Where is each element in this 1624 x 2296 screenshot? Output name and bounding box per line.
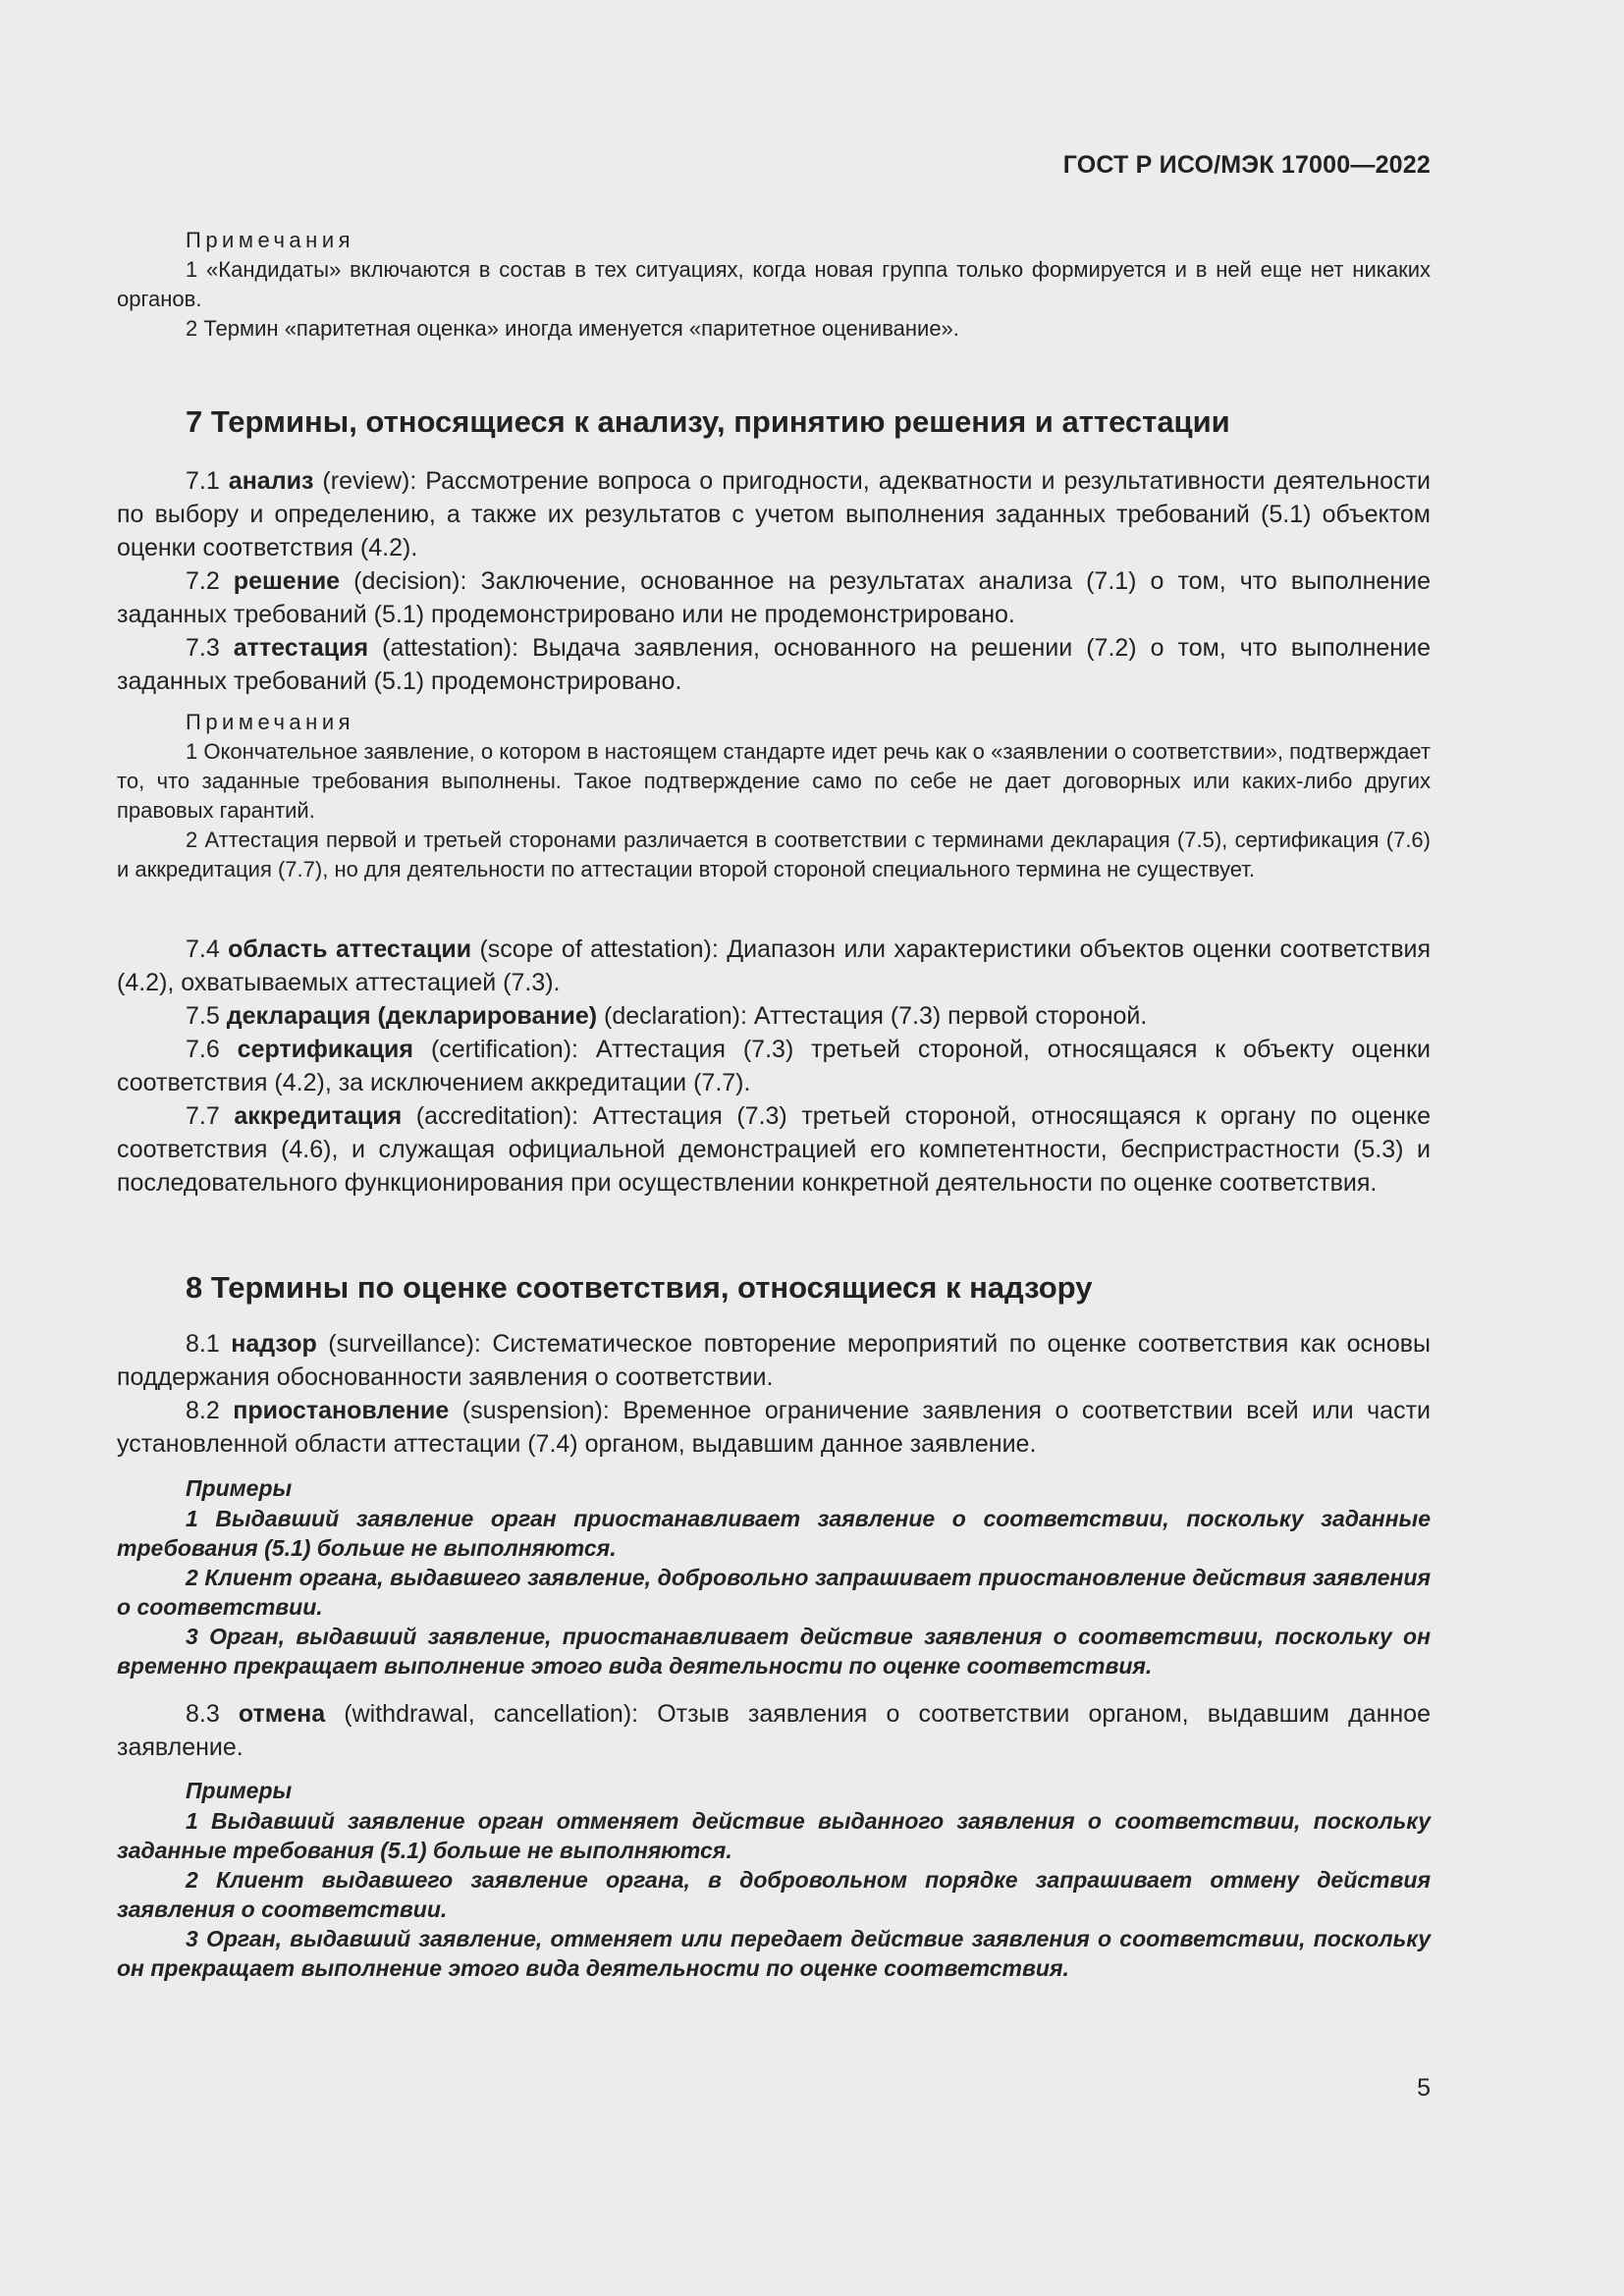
term-7-3: 7.3 аттестация (attestation): Выдача заявления, основанного на решении (7.2) о том, что выполнение заданных требований (5.1) продемонстрировано.: [117, 634, 1431, 695]
term-7-5: 7.5 декларация (декларирование) (declaration): Аттестация (7.3) первой стороной.: [186, 1002, 1148, 1030]
term-7-1: 7.1 анализ (review): Рассмотрение вопроса о пригодности, адекватности и результативности деятельности по выбору и определению, а также их результатов с учетом выполнения заданных требований (5.1) объектом оценки соответствия (4.2).: [117, 467, 1431, 561]
note-item: 2 Термин «паритетная оценка» иногда именуется «паритетное оценивание».: [186, 316, 959, 341]
notes-block: [117, 226, 1431, 344]
term-name: решение: [233, 567, 341, 595]
examples-label: Примеры: [186, 1778, 293, 1803]
term-name: анализ: [228, 467, 314, 495]
example-item: 3 Орган, выдавший заявление, отменяет или передает действие заявления о соответствии, поскольку он прекращает выполнение этого вида деятельности по оценке соответствия.: [117, 1926, 1431, 1981]
terms-7-1-to-7-3: [117, 464, 1431, 698]
term-8-3-block: [117, 1697, 1431, 1764]
example-item: 2 Клиент выдавшего заявление органа, в добровольном порядке запрашивает отмену действия заявления о соответствии.: [117, 1867, 1431, 1922]
term-name: надзор: [231, 1330, 317, 1358]
section-8: [117, 1268, 1431, 1308]
notes-block: [117, 708, 1431, 884]
term-8-3: 8.3 отмена (withdrawal, cancellation): Отзыв заявления о соответствии органом, выдавшим данное заявление.: [117, 1700, 1431, 1761]
examples-block: [117, 1473, 1431, 1681]
document-code: ГОСТ Р ИСО/МЭК 17000—2022: [1062, 151, 1431, 179]
note-item: 1 «Кандидаты» включаются в состав в тех ситуациях, когда новая группа только формируется и в ней еще нет никаких органов.: [117, 257, 1431, 311]
example-item: 2 Клиент органа, выдавшего заявление, добровольно запрашивает приостановление действия заявления о соответствии.: [117, 1565, 1431, 1620]
page-number: 5: [1417, 2074, 1431, 2102]
section-7: [117, 402, 1431, 442]
term-name: декларация (декларирование): [226, 1002, 598, 1030]
notes-label: Примечания: [186, 228, 355, 252]
terms-8-1-to-8-2: [117, 1327, 1431, 1461]
example-item: 1 Выдавший заявление орган приостанавливает заявление о соответствии, поскольку заданные требования (5.1) больше не выполняются.: [117, 1506, 1431, 1561]
examples-label: Примеры: [186, 1475, 293, 1501]
term-name: сертификация: [237, 1036, 414, 1063]
term-8-2: 8.2 приостановление (suspension): Временное ограничение заявления о соответствии всей или части установленной области аттестации (7.4) органом, выдавшим данное заявление.: [117, 1397, 1431, 1458]
term-7-4: 7.4 область аттестации (scope of attestation): Диапазон или характеристики объектов оценки соответствия (4.2), охватываемых аттестацией (7.3).: [117, 935, 1431, 996]
note-item: 1 Окончательное заявление, о котором в настоящем стандарте идет речь как о «заявлении о соответствии», подтверждает то, что заданные требования выполнены. Такое подтверждение само по себе не дает договорных или каких-либо других правовых гарантий.: [117, 739, 1431, 823]
term-7-2: 7.2 решение (decision): Заключение, основанное на результатах анализа (7.1) о том, что выполнение заданных требований (5.1) продемонстрировано или не продемонстрировано.: [117, 567, 1431, 628]
term-name: аттестация: [233, 634, 369, 662]
section-heading: 7 Термины, относящиеся к анализу, принятию решения и аттестации: [186, 404, 1230, 439]
notes-label: Примечания: [186, 710, 355, 734]
examples-block: [117, 1776, 1431, 1983]
terms-7-4-to-7-7: [117, 933, 1431, 1200]
example-item: 1 Выдавший заявление орган отменяет действие выданного заявления о соответствии, поскольку заданные требования (5.1) больше не выполняются.: [117, 1808, 1431, 1863]
term-name: аккредитация: [234, 1102, 403, 1130]
section-heading: 8 Термины по оценке соответствия, относящиеся к надзору: [186, 1270, 1093, 1305]
term-name: область аттестации: [228, 935, 472, 963]
term-name: отмена: [238, 1700, 326, 1728]
term-name: приостановление: [233, 1397, 450, 1424]
note-item: 2 Аттестация первой и третьей сторонами различается в соответствии с терминами декларация (7.5), сертификация (7.6) и аккредитация (7.7), но для деятельности по аттестации второй стороной специального термина не существует.: [117, 828, 1431, 881]
term-7-6: 7.6 сертификация (certification): Аттестация (7.3) третьей стороной, относящаяся к объекту оценки соответствия (4.2), за исключением аккредитации (7.7).: [117, 1036, 1431, 1096]
term-7-7: 7.7 аккредитация (accreditation): Аттестация (7.3) третьей стороной, относящаяся к органу по оценке соответствия (4.6), и служащая официальной демонстрацией его компетентности, беспристрастности (5.3) и последовательного функционирования при осуществлении конкретной деятельности по оценке соответствия.: [117, 1102, 1431, 1197]
term-8-1: 8.1 надзор (surveillance): Систематическое повторение мероприятий по оценке соответствия как основы поддержания обоснованности заявления о соответствии.: [117, 1330, 1431, 1391]
example-item: 3 Орган, выдавший заявление, приостанавливает действие заявления о соответствии, поскольку он временно прекращает выполнение этого вида деятельности по оценке соответствия.: [117, 1624, 1431, 1679]
